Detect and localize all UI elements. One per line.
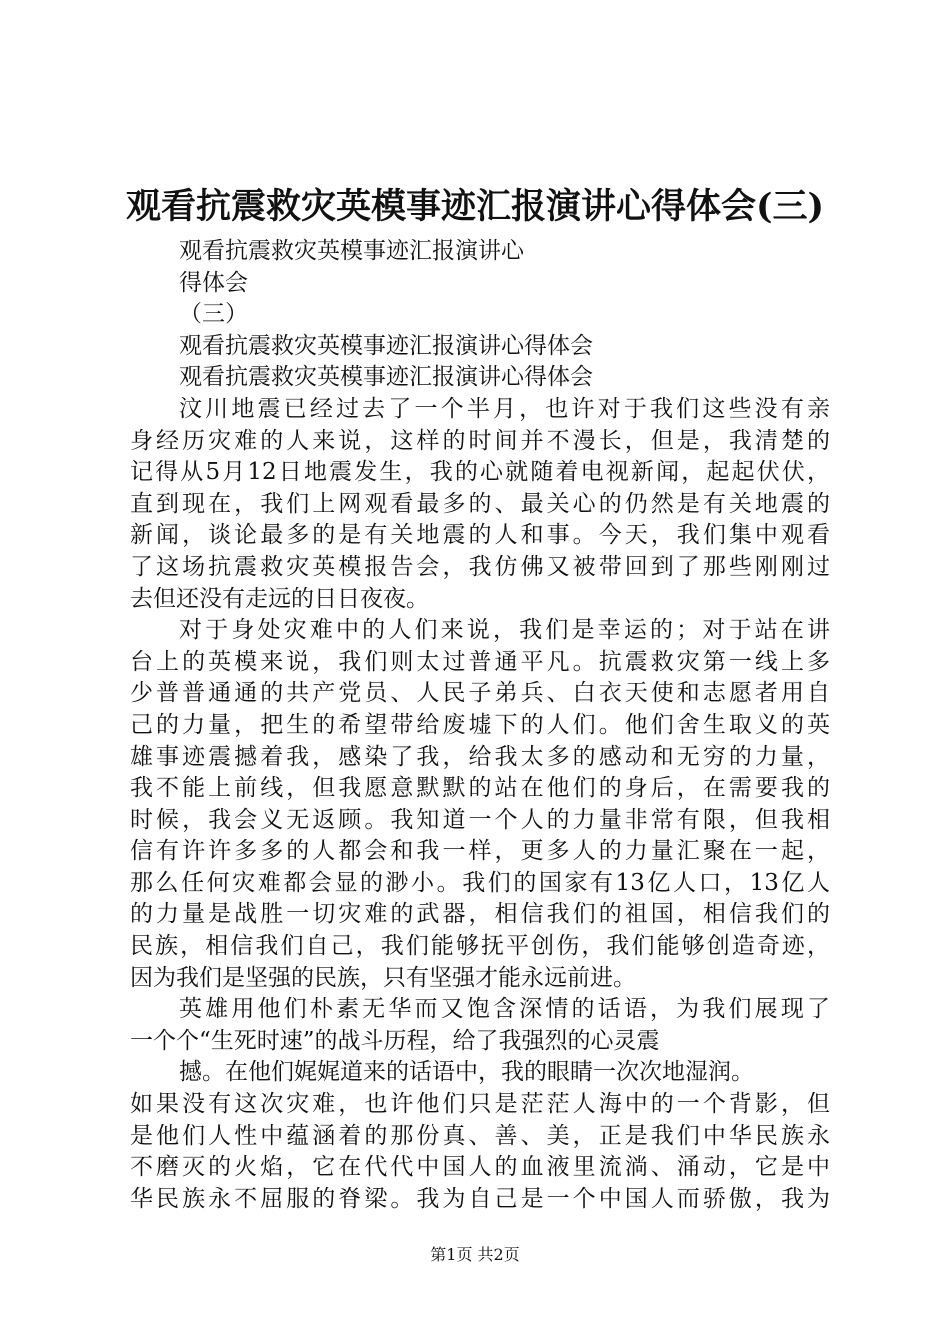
paragraph-line: 台上的英模来说，我们则太过普通平凡。抗震救灾第一线上多 [130, 648, 830, 675]
paragraph-line: 身经历灾难的人来说，这样的时间并不漫长，但是，我清楚的 [130, 427, 830, 454]
paragraph-line: 对于身处灾难中的人们来说，我们是幸运的；对于站在讲 [179, 617, 830, 644]
paragraph-line: 是他们人性中蕴涵着的那份真、善、美，正是我们中华民族永 [130, 1122, 830, 1149]
paragraph-line: 信有许许多多的人都会和我一样，更多人的力量汇聚在一起， [130, 838, 830, 865]
subtitle-line: （三） [179, 301, 248, 328]
subtitle-line: 观看抗震救灾英模事迹汇报演讲心得体会 [179, 364, 593, 391]
paragraph-line: 不磨灭的火焰，它在代代中国人的血液里流淌、涌动，它是中 [130, 1154, 830, 1181]
subtitle-line: 观看抗震救灾英模事迹汇报演讲心 [179, 238, 524, 264]
paragraph-line: 了这场抗震救灾英模报告会，我仿佛又被带回到了那些刚刚过 [130, 553, 830, 580]
paragraph-line: 汶川地震已经过去了一个半月，也许对于我们这些没有亲 [179, 395, 830, 422]
subtitle-line: 观看抗震救灾英模事迹汇报演讲心得体会 [179, 332, 593, 359]
document-body [130, 236, 830, 1215]
paragraph-line: 记得从5月12日地震发生，我的心就随着电视新闻，起起伏伏， [130, 459, 830, 486]
subtitle-line: 得体会 [179, 269, 248, 296]
paragraph-line: 时候，我会义无返顾。我知道一个人的力量非常有限，但我相 [130, 806, 830, 833]
paragraph-line: 的力量是战胜一切灾难的武器，相信我们的祖国，相信我们的 [130, 901, 830, 928]
paragraph-line: 因为我们是坚强的民族，只有坚强才能永远前进。 [130, 964, 636, 991]
paragraph-line: 那么任何灾难都会显的渺小。我们的国家有13亿人口，13亿人 [130, 869, 830, 896]
paragraph-line: 如果没有这次灾难，也许他们只是茫茫人海中的一个背影，但 [130, 1091, 830, 1118]
paragraph-line: 去但还没有走远的日日夜夜。 [130, 585, 429, 612]
paragraph-line: 己的力量，把生的希望带给废墟下的人们。他们舍生取义的英 [130, 711, 830, 738]
document-title: 观看抗震救灾英模事迹汇报演讲心得体会(三) [125, 186, 825, 227]
page-number-footer: 第1页 共2页 [430, 1245, 520, 1264]
paragraph-line: 民族，相信我们自己，我们能够抚平创伤，我们能够创造奇迹， [130, 933, 830, 960]
paragraph-line: 雄事迹震撼着我，感染了我，给我太多的感动和无穷的力量， [130, 743, 830, 770]
paragraph-line: 少普普通通的共产党员、人民子弟兵、白衣天使和志愿者用自 [130, 680, 830, 707]
paragraph-line: 我不能上前线，但我愿意默默的站在他们的身后，在需要我的 [130, 775, 830, 802]
paragraph-line: 撼。在他们娓娓道来的话语中，我的眼睛一次次地湿润。 [179, 1059, 754, 1086]
paragraph-line: 英雄用他们朴素无华而又饱含深情的话语，为我们展现了 [179, 996, 830, 1023]
paragraph-line: 一个个“生死时速”的战斗历程，给了我强烈的心灵震 [130, 1027, 660, 1054]
paragraph-line: 新闻，谈论最多的是有关地震的人和事。今天，我们集中观看 [130, 522, 830, 549]
paragraph-line: 直到现在，我们上网观看最多的、最关心的仍然是有关地震的 [130, 490, 830, 517]
paragraph-line: 华民族永不屈服的脊梁。我为自己是一个中国人而骄傲，我为 [130, 1185, 830, 1212]
